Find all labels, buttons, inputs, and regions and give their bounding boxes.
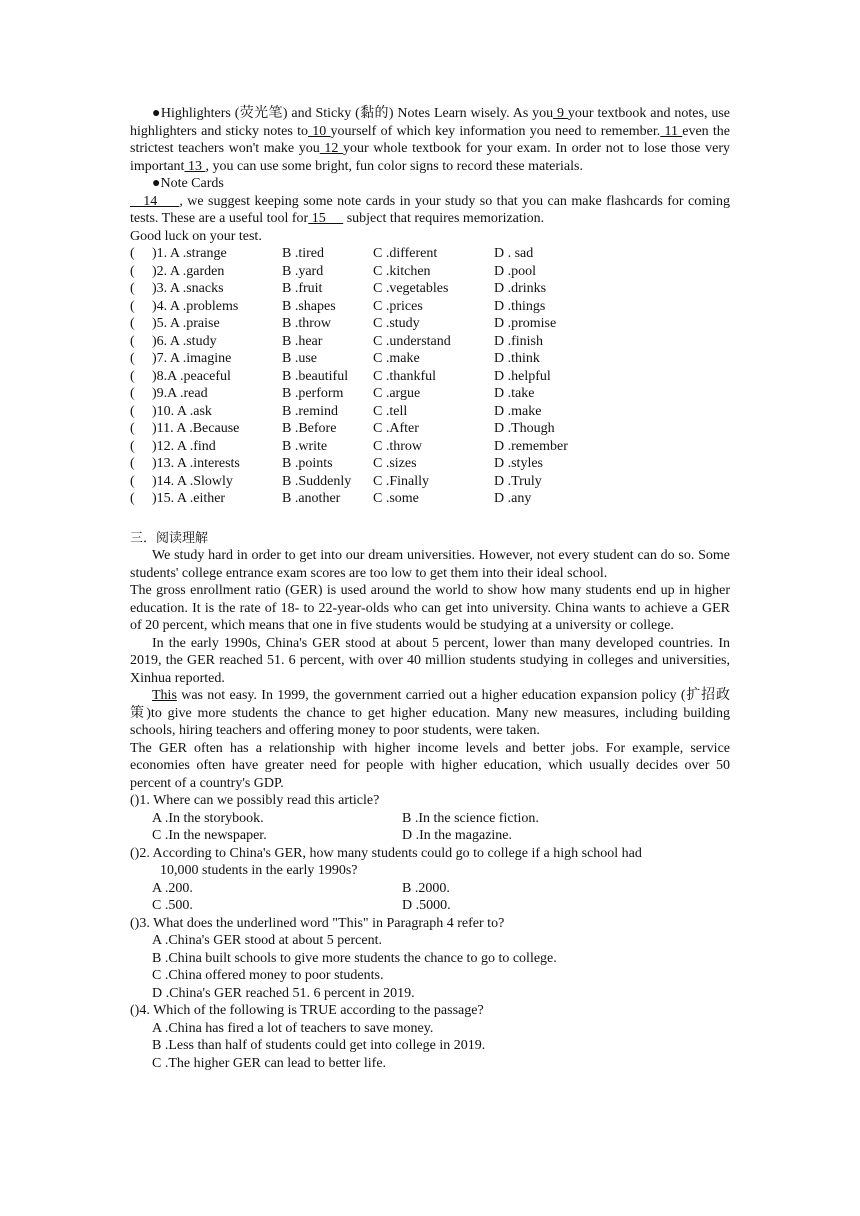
reading-paragraph-2: The gross enrollment ratio (GER) is used around the world to show how many students end up in higher education. It is the rate of 18- to 22-year-olds who can get into university. China wants to achieve a GER of 20 percent, which means that one in five students would be studying at a university or college. [130, 583, 730, 633]
option-d[interactable]: D .finish [494, 333, 543, 349]
blank-12[interactable]: 12 [319, 141, 343, 156]
option-a[interactable]: )14. A .Slowly [152, 473, 233, 489]
option-line [130, 827, 730, 845]
option-c[interactable]: C .vegetables [373, 281, 449, 296]
reading-paragraph-4 [130, 687, 730, 740]
blank-14[interactable]: 14 [130, 193, 180, 209]
question-stem [130, 792, 730, 810]
cloze-paragraph-highlighters [130, 105, 730, 175]
answer-paren[interactable]: ( [130, 1003, 135, 1018]
option-a[interactable]: )2. A .garden [152, 263, 225, 279]
option-b[interactable]: B .perform [282, 386, 344, 401]
option-a[interactable]: )4. A .problems [152, 298, 239, 314]
answer-option[interactable]: C .500. [152, 898, 193, 913]
section-title-note-cards: ●Note Cards [152, 176, 224, 191]
option-a[interactable]: )3. A .snacks [152, 281, 224, 296]
passage-text: yourself of which key information you need to remember. [330, 123, 661, 139]
option-b[interactable]: B .yard [282, 263, 324, 279]
document-page [130, 105, 730, 1072]
option-d[interactable]: D .any [494, 491, 532, 506]
question-block [130, 792, 730, 845]
option-d[interactable]: D .pool [494, 263, 536, 279]
option-d[interactable]: D .remember [494, 438, 568, 454]
answer-paren[interactable]: ( [130, 333, 135, 349]
answer-paren[interactable]: ( [130, 438, 135, 454]
option-d[interactable]: D .helpful [494, 368, 551, 384]
passage-text: , you can use some bright, fun color signs to record these materials. [205, 158, 583, 174]
blank-15[interactable]: 15 [308, 211, 344, 226]
answer-option[interactable]: A .200. [152, 880, 193, 896]
option-d[interactable]: D .make [494, 403, 542, 419]
option-c[interactable]: C .make [373, 351, 420, 366]
answer-paren[interactable]: ( [130, 421, 135, 436]
section-title: Highlighters (荧光笔) and Sticky (黏的) Notes Learn wisely. [160, 106, 510, 121]
answer-paren[interactable]: ( [130, 793, 135, 808]
answer-paren[interactable]: ( [130, 368, 135, 384]
cloze-option-row [130, 438, 730, 456]
answer-option[interactable]: A .China's GER stood at about 5 percent. [152, 933, 382, 948]
question-text: )4. Which of the following is TRUE according to the passage? [134, 1003, 484, 1018]
option-line [130, 880, 730, 898]
cloze-option-row [130, 350, 730, 368]
option-b[interactable]: B .points [282, 456, 333, 471]
answer-option[interactable]: D .China's GER reached 51. 6 percent in 2019. [152, 985, 415, 1001]
cloze-option-row [130, 263, 730, 281]
option-a[interactable]: )5. A .praise [152, 316, 220, 331]
option-c[interactable]: C .thankful [373, 368, 436, 384]
option-d[interactable]: D .Though [494, 421, 555, 436]
question-block [130, 915, 730, 1003]
question-text: )3. What does the underlined word "This" in Paragraph 4 refer to? [134, 915, 505, 931]
option-d[interactable]: D .styles [494, 456, 543, 471]
answer-paren[interactable]: ( [130, 281, 135, 296]
answer-paren[interactable]: ( [130, 386, 135, 401]
cloze-option-row [130, 490, 730, 508]
passage-text: , we suggest keeping some note cards in your study so that you can make flashcards for coming tests. These are a useful tool for [130, 193, 731, 226]
answer-option[interactable]: C .In the newspaper. [152, 828, 267, 843]
answer-option[interactable]: B .2000. [402, 880, 450, 896]
answer-paren[interactable]: ( [130, 456, 135, 471]
answer-paren[interactable]: ( [130, 845, 135, 861]
cloze-option-row [130, 298, 730, 316]
answer-option[interactable]: D .In the magazine. [402, 828, 513, 843]
reading-paragraph-3: In the early 1990s, China's GER stood at about 5 percent, lower than many developed countries. In 2019, the GER reached 51. 6 percent, with over 40 million students studying in colleges and universities, Xinhua reported. [130, 635, 730, 686]
cloze-option-row [130, 403, 730, 421]
answer-paren[interactable]: ( [130, 263, 135, 279]
option-b[interactable]: B .fruit [282, 281, 323, 296]
option-a[interactable]: )13. A .interests [152, 456, 240, 471]
answer-option[interactable]: A .In the storybook. [152, 810, 264, 826]
option-a[interactable]: )8.A .peaceful [152, 368, 231, 384]
answer-paren[interactable]: ( [130, 491, 135, 506]
option-c[interactable]: C .Finally [373, 473, 430, 489]
question-text: )1. Where can we possibly read this article? [134, 793, 380, 808]
option-c[interactable]: C .throw [373, 438, 422, 454]
option-a[interactable]: )7. A .imagine [152, 351, 232, 366]
option-c[interactable]: C .After [373, 421, 419, 436]
option-a[interactable]: )11. A .Because [152, 421, 240, 436]
option-d[interactable]: D .take [494, 386, 535, 401]
option-c[interactable]: C .different [373, 246, 438, 261]
passage-text: subject that requires memorization. [343, 211, 545, 226]
blank-9[interactable]: 9 [553, 106, 568, 121]
bullet: ● [152, 106, 161, 121]
answer-paren[interactable]: ( [130, 351, 135, 366]
answer-paren[interactable]: ( [130, 246, 135, 261]
option-a[interactable]: )6. A .study [152, 333, 217, 349]
option-b[interactable]: B .tired [282, 246, 324, 261]
question-block [130, 845, 730, 915]
blank-13[interactable]: 13 [184, 158, 206, 174]
blank-11[interactable]: 11 [660, 123, 683, 139]
option-b[interactable]: B .beautiful [282, 368, 349, 384]
cloze-option-row [130, 420, 730, 438]
option-a[interactable]: )15. A .either [152, 491, 226, 506]
option-d[interactable]: D .promise [494, 316, 557, 331]
passage-text: As you [509, 106, 554, 121]
cloze-paragraph-note-cards [130, 193, 730, 228]
answer-paren[interactable]: ( [130, 473, 135, 489]
option-b[interactable]: B .throw [282, 316, 331, 331]
question-block [130, 1002, 730, 1072]
option-c[interactable]: C .tell [373, 403, 408, 419]
option-b[interactable]: B .write [282, 438, 328, 454]
cloze-option-row [130, 368, 730, 386]
reading-paragraph-5: The GER often has a relationship with higher income levels and better jobs. For example, service economies often have greater need for people with higher education, which usually decides over 50 percent of a country's GDP. [130, 740, 730, 791]
cloze-option-row [130, 280, 730, 298]
option-a[interactable]: )12. A .find [152, 438, 216, 454]
option-a[interactable]: )9.A .read [152, 386, 208, 401]
answer-paren[interactable]: ( [130, 403, 135, 419]
reading-questions [130, 792, 730, 1072]
option-b[interactable]: B .Suddenly [282, 473, 352, 489]
answer-option[interactable]: B .Less than half of students could get into college in 2019. [152, 1038, 486, 1053]
option-b[interactable]: B .Before [282, 421, 337, 436]
answer-option[interactable]: D .5000. [402, 898, 451, 913]
passage-text: even the strictest teachers won't make you [130, 123, 731, 156]
section-heading-reading: 三．阅读理解 [130, 530, 209, 546]
cloze-option-row [130, 315, 730, 333]
blank-10[interactable]: 10 [307, 123, 331, 139]
option-d[interactable]: D . sad [494, 246, 534, 261]
cloze-option-row [130, 245, 730, 263]
option-c[interactable]: C .understand [373, 333, 451, 349]
option-a[interactable]: )10. A .ask [152, 403, 212, 419]
question-stem [130, 915, 730, 933]
option-c[interactable]: C .kitchen [373, 263, 431, 279]
answer-paren[interactable]: ( [130, 915, 135, 931]
cloze-option-row [130, 333, 730, 351]
reading-paragraph-1: We study hard in order to get into our dream universities. However, not every student can do so. Some students' college entrance exam scores are too low to get them into their ideal school. [130, 548, 730, 581]
option-b[interactable]: B .remind [282, 403, 338, 419]
answer-paren[interactable]: ( [130, 316, 135, 331]
answer-option[interactable]: C .China offered money to poor students. [152, 968, 384, 983]
answer-option[interactable]: A .China has fired a lot of teachers to save money. [152, 1020, 434, 1036]
question-stem [130, 1002, 730, 1020]
option-c[interactable]: C .some [373, 491, 419, 506]
question-text-continued: 10,000 students in the early 1990s? [160, 863, 358, 878]
question-text: )2. According to China's GER, how many students could go to college if a high school had [134, 845, 642, 861]
cloze-option-row [130, 473, 730, 491]
option-a[interactable]: )1. A .strange [152, 246, 227, 261]
answer-option[interactable]: C .The higher GER can lead to better life. [152, 1055, 387, 1071]
answer-option[interactable]: B .China built schools to give more students the chance to go to college. [152, 950, 557, 966]
option-c[interactable]: C .argue [373, 386, 421, 401]
cloze-option-row [130, 455, 730, 473]
answer-option[interactable]: B .In the science fiction. [402, 810, 539, 826]
passage-text: your whole textbook for your exam. In order not to lose those very important [130, 141, 730, 174]
option-line [130, 810, 730, 828]
underlined-word-this: This [152, 688, 177, 703]
option-d[interactable]: D .things [494, 298, 546, 314]
option-line [130, 897, 730, 915]
answer-paren[interactable]: ( [130, 298, 135, 314]
option-b[interactable]: B .hear [282, 333, 323, 349]
option-d[interactable]: D .drinks [494, 281, 547, 296]
option-d[interactable]: D .Truly [494, 473, 542, 489]
question-stem [130, 845, 730, 863]
passage-text: your textbook and notes, use highlighters and sticky notes to [130, 106, 730, 139]
option-b[interactable]: B .another [282, 491, 341, 506]
option-d[interactable]: D .think [494, 351, 540, 366]
option-c[interactable]: C .study [373, 316, 420, 331]
closing-line: Good luck on your test. [130, 228, 262, 244]
cloze-options-table [130, 245, 730, 508]
option-c[interactable]: C .prices [373, 298, 423, 314]
cloze-option-row [130, 385, 730, 403]
passage-text: was not easy. In 1999, the government carried out a higher education expansion policy (扩招政策)to give more students the chance to get higher education. Many new measures, including building schools, hiring teachers and offering money to poor students, were taken. [130, 688, 730, 738]
option-b[interactable]: B .shapes [282, 298, 336, 314]
option-c[interactable]: C .sizes [373, 456, 417, 471]
option-b[interactable]: B .use [282, 351, 317, 366]
